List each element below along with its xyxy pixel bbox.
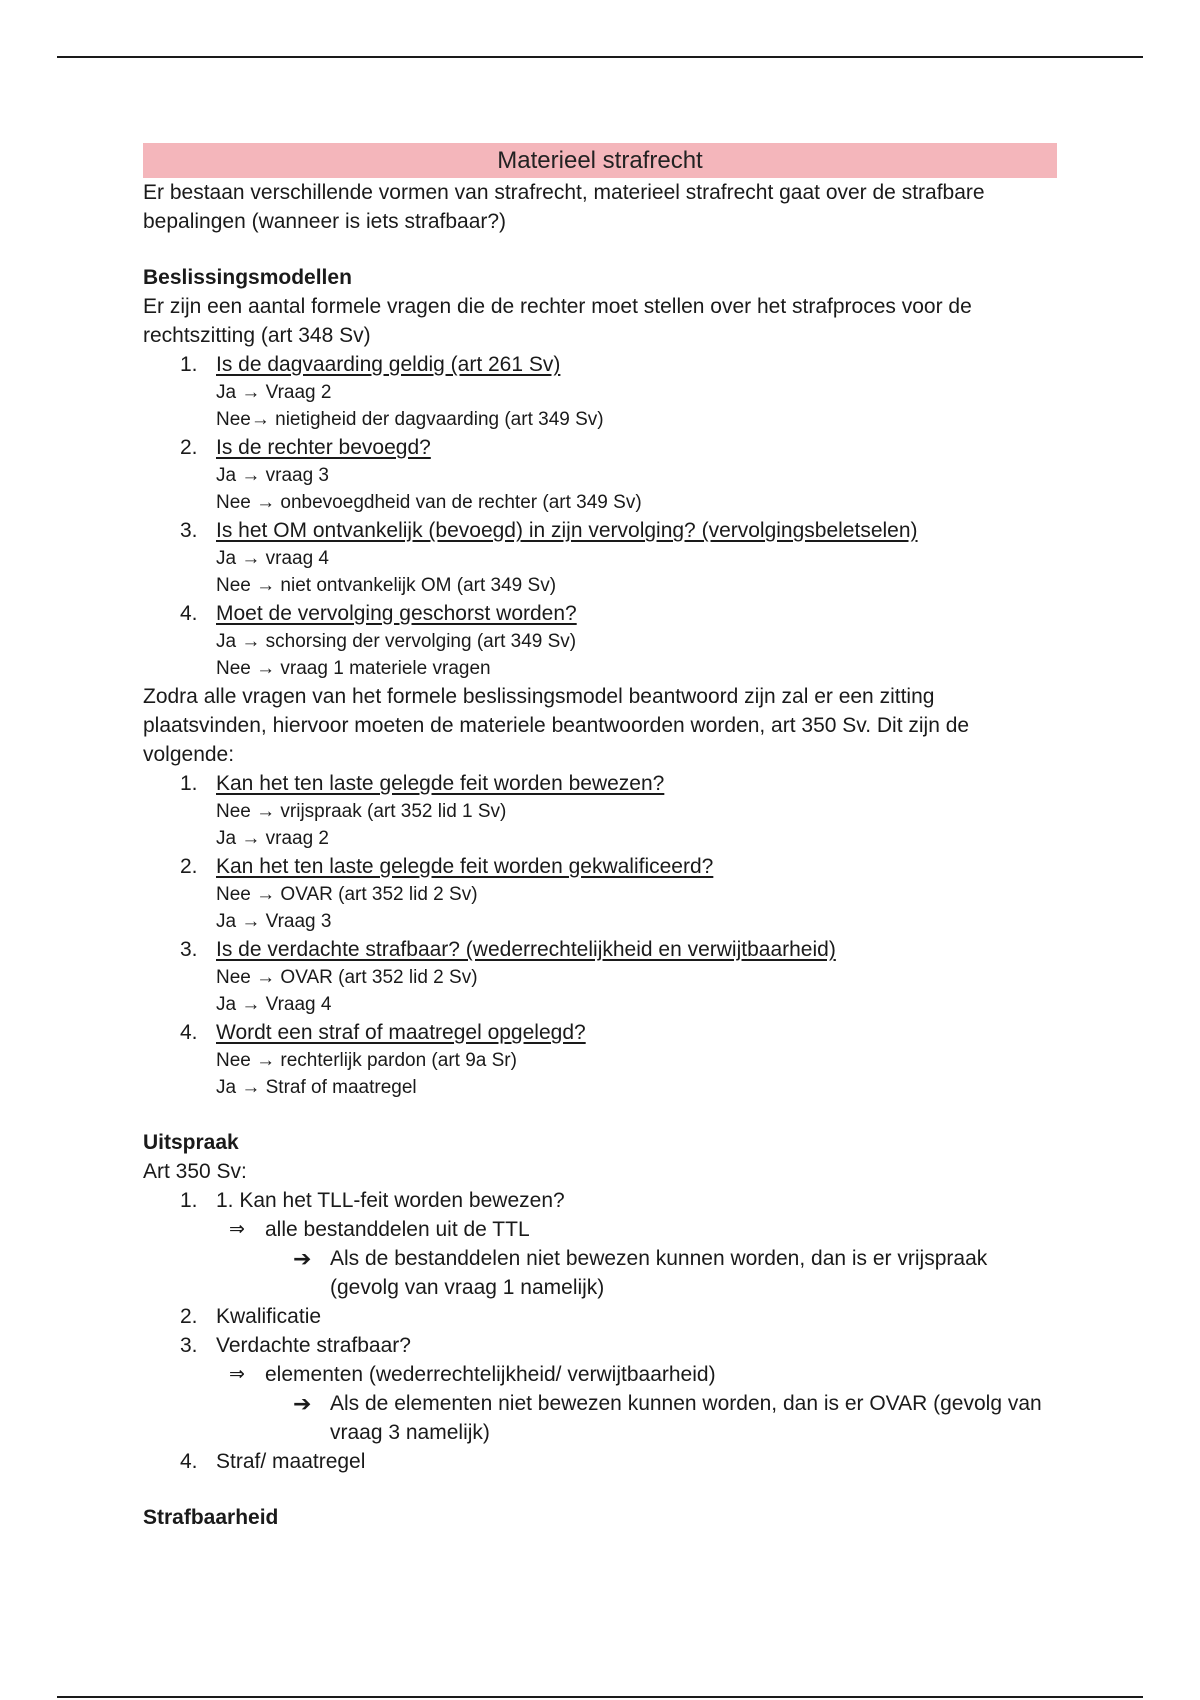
- item-number: 4.: [180, 602, 198, 625]
- question-text: Is de dagvaarding geldig (art 261 Sv): [216, 353, 561, 376]
- item-text: Straf/ maatregel: [216, 1450, 366, 1473]
- answer-yes: Ja → Vraag 4: [216, 994, 332, 1015]
- list-item: [143, 433, 1057, 516]
- item-number: 3.: [180, 1334, 198, 1357]
- sub-item: [216, 1215, 1057, 1244]
- transition-paragraph: Zodra alle vragen van het formele beslissingsmodel beantwoord zijn zal er een zitting plaatsvinden, hiervoor moeten de materiele beantwoorden worden, art 350 Sv. Dit zijn de volgende:: [143, 685, 970, 766]
- list-item: [143, 1302, 1057, 1331]
- uitspraak-intro: Art 350 Sv:: [143, 1160, 247, 1183]
- question-text: Kan het ten laste gelegde feit worden gekwalificeerd?: [216, 855, 714, 878]
- item-number: 4.: [180, 1450, 198, 1473]
- list-item: [143, 1186, 1057, 1302]
- sub-item: [216, 1360, 1057, 1389]
- list-item: [143, 1018, 1057, 1101]
- sub-sub-item: [265, 1389, 1057, 1447]
- list-item: [143, 935, 1057, 1018]
- item-number: 1.: [180, 772, 198, 795]
- answer-no: Nee → niet ontvankelijk OM (art 349 Sv): [216, 575, 557, 596]
- question-text: Wordt een straf of maatregel opgelegd?: [216, 1021, 586, 1044]
- answer-yes: Ja → Vraag 3: [216, 911, 332, 932]
- section-heading-uitspraak: Uitspraak: [143, 1131, 239, 1154]
- list-item: [143, 350, 1057, 433]
- sub-sub-item-text: Als de bestanddelen niet bewezen kunnen worden, dan is er vrijspraak (gevolg van vraag 1 namelijk): [330, 1247, 988, 1299]
- item-text: Kwalificatie: [216, 1305, 322, 1328]
- section-heading-strafbaarheid: Strafbaarheid: [143, 1506, 279, 1529]
- list-item: [143, 1447, 1057, 1476]
- item-number: 3.: [180, 519, 198, 542]
- answer-yes: Ja → Vraag 2: [216, 382, 332, 403]
- answer-no: Nee → OVAR (art 352 lid 2 Sv): [216, 884, 478, 905]
- intro-paragraph: Er bestaan verschillende vormen van strafrecht, materieel strafrecht gaat over de strafbare bepalingen (wanneer is iets strafbaar?): [143, 181, 985, 233]
- formal-questions-list: [143, 350, 1057, 682]
- beslissing-intro: Er zijn een aantal formele vragen die de rechter moet stellen over het strafproces voor de rechtszitting (art 348 Sv): [143, 295, 972, 347]
- answer-no: Nee → onbevoegdheid van de rechter (art 349 Sv): [216, 492, 642, 513]
- sub-item-text: alle bestanddelen uit de TTL: [265, 1218, 530, 1241]
- answer-yes: Ja → schorsing der vervolging (art 349 Sv): [216, 631, 577, 652]
- item-number: 2.: [180, 436, 198, 459]
- question-text: Is de rechter bevoegd?: [216, 436, 431, 459]
- answer-yes: Ja → Straf of maatregel: [216, 1077, 417, 1098]
- question-text: Moet de vervolging geschorst worden?: [216, 602, 577, 625]
- document-body: [143, 143, 1057, 1532]
- footer-rule: [57, 1696, 1143, 1698]
- double-arrow-icon: ⇒: [229, 1219, 245, 1240]
- item-number: 3.: [180, 938, 198, 961]
- answer-yes: Ja → vraag 4: [216, 548, 329, 569]
- item-number: 1.: [180, 353, 198, 376]
- header-rule: [57, 56, 1143, 58]
- arrow-right-icon: ➔: [293, 1391, 312, 1416]
- arrow-right-icon: ➔: [293, 1246, 312, 1271]
- answer-no: Nee → vraag 1 materiele vragen: [216, 658, 491, 679]
- item-number: 1.: [180, 1189, 198, 1212]
- question-text: Is de verdachte strafbaar? (wederrechtelijkheid en verwijtbaarheid): [216, 938, 836, 961]
- list-item: [143, 769, 1057, 852]
- list-item: [143, 852, 1057, 935]
- list-item: [143, 516, 1057, 599]
- question-text: Kan het ten laste gelegde feit worden bewezen?: [216, 772, 665, 795]
- answer-no: Nee→ nietigheid der dagvaarding (art 349 Sv): [216, 409, 604, 430]
- list-item: [143, 1331, 1057, 1447]
- section-heading-beslissingsmodellen: Beslissingsmodellen: [143, 266, 352, 289]
- uitspraak-list: [143, 1186, 1057, 1476]
- answer-yes: Ja → vraag 3: [216, 465, 329, 486]
- double-arrow-icon: ⇒: [229, 1364, 245, 1385]
- sub-sub-item: [265, 1244, 1057, 1302]
- item-text: 1. Kan het TLL-feit worden bewezen?: [216, 1189, 565, 1212]
- answer-no: Nee → rechterlijk pardon (art 9a Sr): [216, 1050, 517, 1071]
- page-title: Materieel strafrecht: [143, 143, 1057, 178]
- item-number: 2.: [180, 855, 198, 878]
- answer-yes: Ja → vraag 2: [216, 828, 329, 849]
- item-number: 2.: [180, 1305, 198, 1328]
- list-item: [143, 599, 1057, 682]
- question-text: Is het OM ontvankelijk (bevoegd) in zijn vervolging? (vervolgingsbeletselen): [216, 519, 918, 542]
- answer-no: Nee → OVAR (art 352 lid 2 Sv): [216, 967, 478, 988]
- sub-sub-item-text: Als de elementen niet bewezen kunnen worden, dan is er OVAR (gevolg van vraag 3 namelijk): [330, 1392, 1042, 1444]
- item-number: 4.: [180, 1021, 198, 1044]
- sub-item-text: elementen (wederrechtelijkheid/ verwijtbaarheid): [265, 1363, 716, 1386]
- answer-no: Nee → vrijspraak (art 352 lid 1 Sv): [216, 801, 507, 822]
- item-text: Verdachte strafbaar?: [216, 1334, 411, 1357]
- material-questions-list: [143, 769, 1057, 1101]
